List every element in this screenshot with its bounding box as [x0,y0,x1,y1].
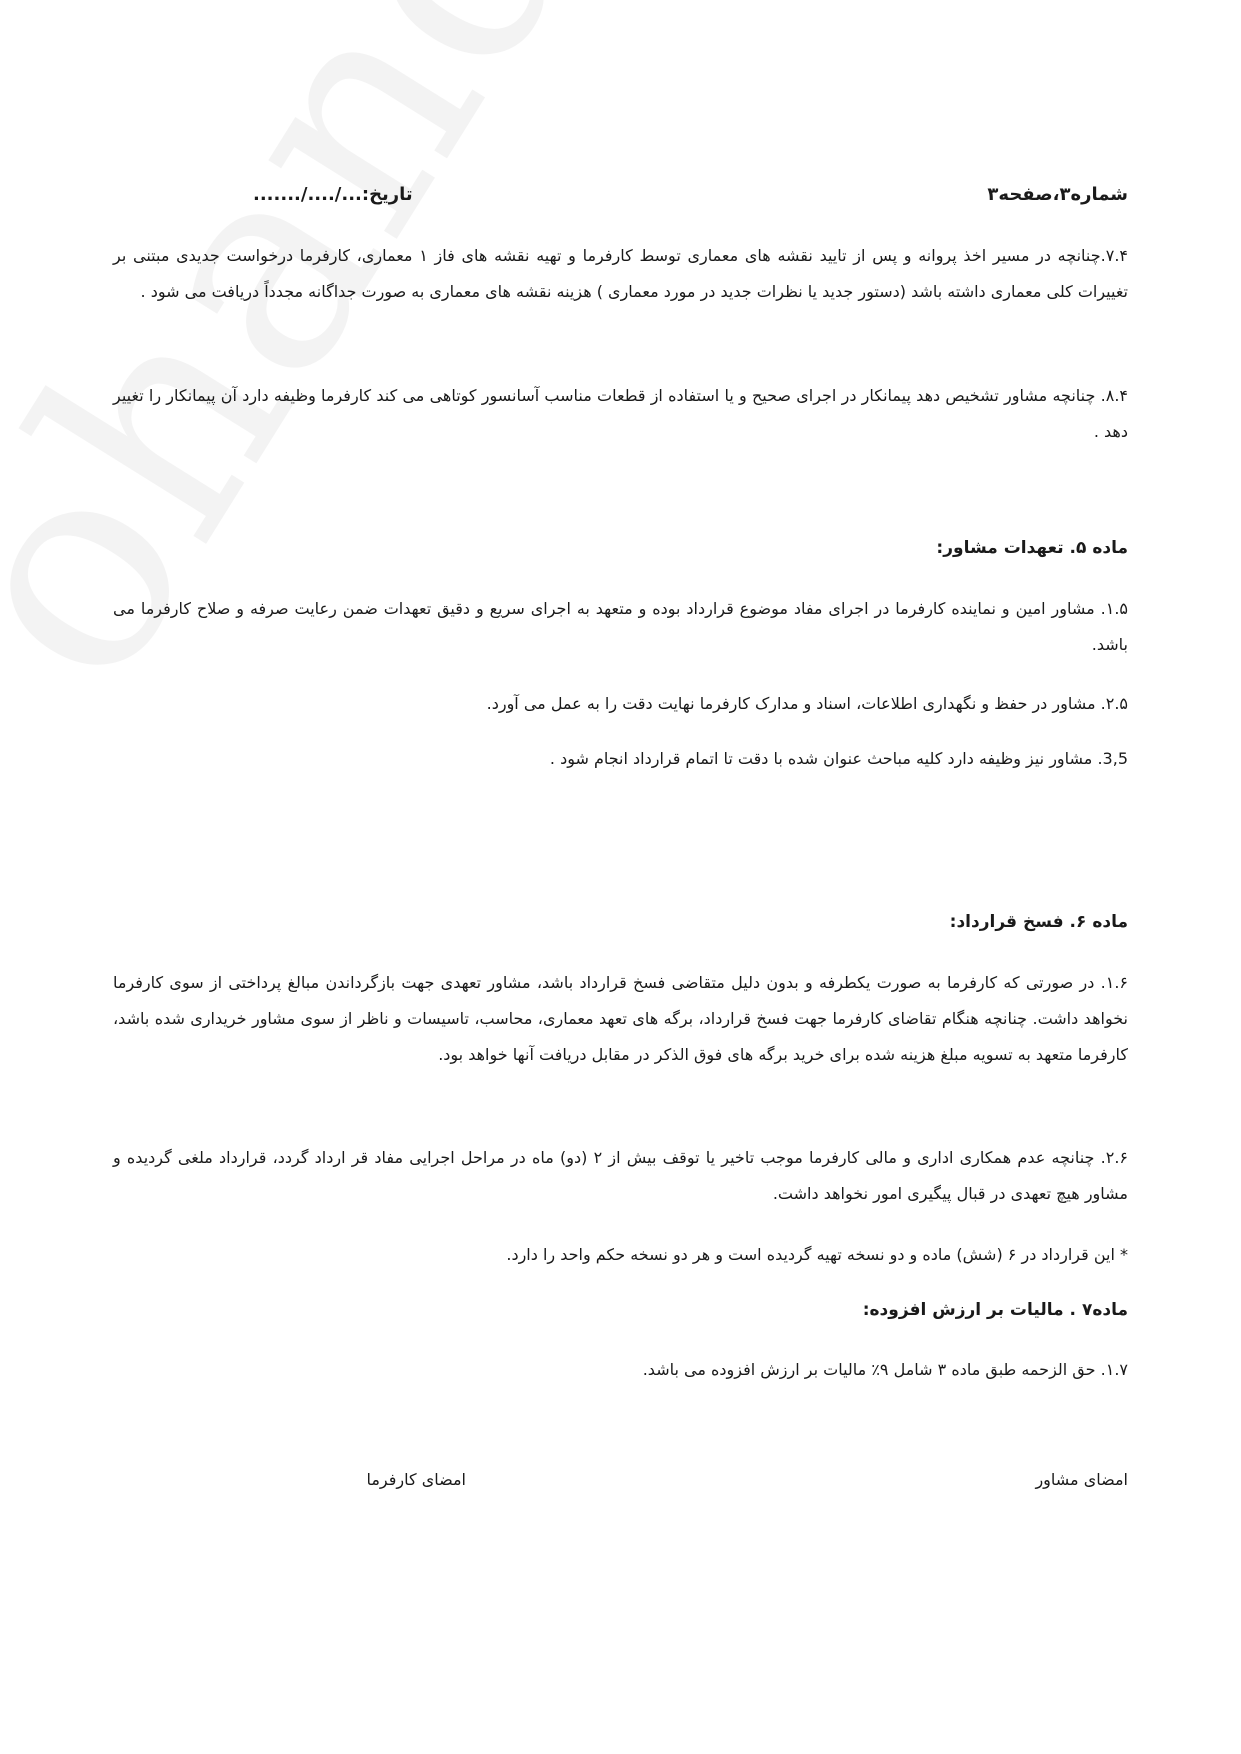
clause-7-4: ۷.۴.چنانچه در مسیر اخذ پروانه و پس از تایید نقشه های معماری توسط کارفرما و تهیه نقشه های فاز ۱ معماری، کارفرما درخواست جدیدی مبتنی بر تغییرات کلی معماری داشته باشد (دستور جدید یا نظرات جدید در مورد معماری ) هزینه نقشه های معماری به صورت جداگانه مجدداً دریافت می شود . [113,246,1129,301]
clause-8-4: ۸.۴. چنانچه مشاور تشخیص دهد پیمانکار در اجرای صحیح و یا استفاده از قطعات مناسب آسانسور کوتاهی می کند کارفرما وظیفه دارد آن پیمانکار را تغییر دهد . [113,386,1128,441]
article-5-heading: ماده ۵. تعهدات مشاور: [936,538,1128,558]
clause-3-5: 3,5. مشاور نیز وظیفه دارد کلیه مباحث عنوان شده با دقت تا اتمام قرارداد انجام شود . [549,749,1128,768]
page-number-label: شماره۳،صفحه۳ [987,184,1128,205]
clause-2-6: ۲.۶. چنانچه عدم همکاری اداری و مالی کارفرما موجب تاخیر یا توقف بیش از ۲ (دو) ماه در مراحل اجرایی مفاد قر ارداد گردد، قرارداد ملغی گردیده و مشاور هیچ تعهدی در قبال پیگیری امور نخواهد داشت. [113,1148,1129,1203]
article-6-heading: ماده ۶. فسخ قرارداد: [949,912,1128,932]
contract-note: * این قرارداد در ۶ (شش) ماده و دو نسخه تهیه گردیده است و هر دو نسخه حکم واحد را دارد. [506,1245,1128,1264]
date-label: تاریخ:.../..../....... [253,184,413,205]
consultant-signature-label: امضای مشاور [1035,1470,1128,1489]
clause-2-5: ۲.۵. مشاور در حفظ و نگهداری اطلاعات، اسناد و مدارک کارفرما نهایت دقت را به عمل می آورد. [486,694,1128,713]
clause-1-5: ۱.۵. مشاور امین و نماینده کارفرما در اجرای مفاد موضوع قرارداد بوده و متعهد به اجرای سریع و دقیق تعهدات ضمن رعایت صرفه و صلاح کارفرما می باشد. [113,599,1128,654]
clause-1-7: ۱.۷. حق الزحمه طبق ماده ۳ شامل ۹٪ مالیات بر ارزش افزوده می باشد. [642,1360,1128,1379]
article-7-heading: ماده۷ . مالیات بر ارزش افزوده: [862,1300,1128,1320]
clause-1-6: ۱.۶. در صورتی که کارفرما به صورت یکطرفه و بدون دلیل متقاضی فسخ قرارداد باشد، مشاور تعهدی جهت بازگرداندن مبالغ پرداختی از سوی کارفرما نخواهد داشت. چنانچه هنگام تقاضای کارفرما جهت فسخ قرارداد، برگه های تعهد معماری، محاسب، تاسیسات و ناظر از سوی مشاور خریداری شده باشد، کارفرما متعهد به تسویه مبلغ هزینه شده برای خرید برگه های فوق الذکر در مقابل دریافت آنها خواهد بود. [113,973,1128,1064]
employer-signature-label: امضای کارفرما [366,1470,466,1489]
